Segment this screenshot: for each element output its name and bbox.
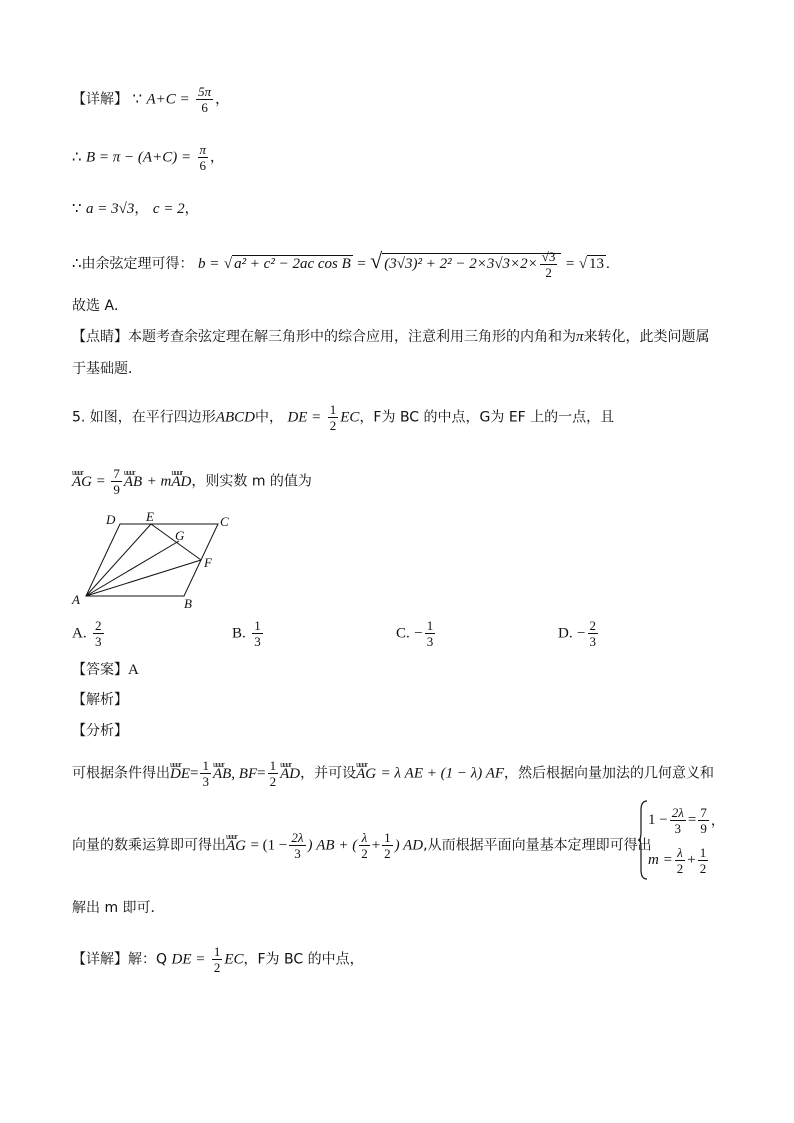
question-5-line-2: uuur AG = $\frac{7}{9}$ uuur AB + muuur AD，则实数 m 的值为: [72, 466, 312, 497]
comment-line-2: 于基础题．: [72, 361, 142, 377]
label-D: D: [106, 512, 116, 527]
analysis-line-1: 可根据条件得出uuur DE= $\frac{1}{3}$ uuur AB, BF= $\frac{1}{2}$ uuur AD，并可设uuur AG = λ AE + (1 − λ) AF，然后根据向量加法的几何意义和: [72, 758, 714, 789]
label-B: B: [184, 596, 192, 611]
segment-af: [86, 560, 201, 596]
detail-line-2: ∴ B = π − (A+C) = $\frac{\pi}{6}$ ，: [72, 142, 225, 173]
label-F: F: [204, 555, 212, 570]
analysis-line-2: 向量的数乘运算即可得出uuur AG = (1 − $\frac{2\lambda}{3}$ ) AB + ( $\frac{\lambda}{2}$ + $\frac{1}{2}$ ) AD,从而根据平面向量基本定理即可得出: [72, 830, 652, 861]
option-d[interactable]: D. − $\frac{2}{3}$: [558, 618, 597, 649]
segment-ag: [86, 541, 179, 596]
fraction: $\frac{5\pi}{6}$: [198, 84, 212, 115]
option-a[interactable]: A. $\frac{2}{3}$: [72, 618, 102, 649]
equation-system: [648, 800, 725, 880]
detail-line-1: 【详解】 ∵ A+C = $\frac{5\pi}{6}$ ，: [72, 84, 230, 115]
question-5-line-1: 5. 如图，在平行四边形ABCD中， DE = $\frac{1}{2}$ EC，F为 BC 的中点，G为 EF 上的一点，且: [72, 402, 615, 433]
option-c[interactable]: C. − $\frac{1}{3}$: [396, 618, 434, 649]
segment-ae: [86, 524, 151, 596]
option-b[interactable]: B. $\frac{1}{3}$: [232, 618, 261, 649]
brace-icon: [638, 800, 648, 880]
equation-2: m = $\frac{\lambda}{2}$ + $\frac{1}{2}$: [648, 844, 707, 876]
conclusion: 故选 A．: [72, 298, 129, 314]
equation-1: 1 − $\frac{2\lambda}{3}$ = $\frac{7}{9}$ ，: [648, 804, 725, 836]
fraction: $\frac{1}{2}$: [329, 402, 337, 433]
analysis-tag: 【解析】: [72, 692, 128, 708]
analysis-line-3: 解出 m 即可．: [72, 900, 165, 916]
fenxi-tag: 【分析】: [72, 723, 128, 739]
parallelogram-outline: [86, 524, 218, 596]
detail-2-line: 【详解】解：Q DE = $\frac{1}{2}$ EC，F为 BC 的中点，: [72, 944, 364, 975]
label-C: C: [220, 514, 229, 529]
comment-line-1: 【点睛】本题考查余弦定理在解三角形中的综合应用，注意利用三角形的内角和为π来转化，此类问题属: [72, 329, 710, 345]
detail-tag: 【详解】: [72, 91, 128, 108]
parallelogram-figure: [68, 508, 248, 614]
fraction: $\frac{\pi}{6}$: [199, 142, 207, 173]
detail-line-3: ∵ a = 3√3， c = 2，: [72, 201, 199, 217]
answer: 【答案】A: [72, 662, 139, 678]
label-E: E: [146, 509, 154, 524]
detail-line-4: ∴由余弦定理可得： b = √ a² + c² − 2ac cos B = √ (3√3)² + 2² − 2×3√3×2× $\frac{√3}{2}$ = √ 13 .: [72, 247, 610, 280]
label-G: G: [175, 528, 185, 543]
label-A: A: [72, 592, 80, 607]
